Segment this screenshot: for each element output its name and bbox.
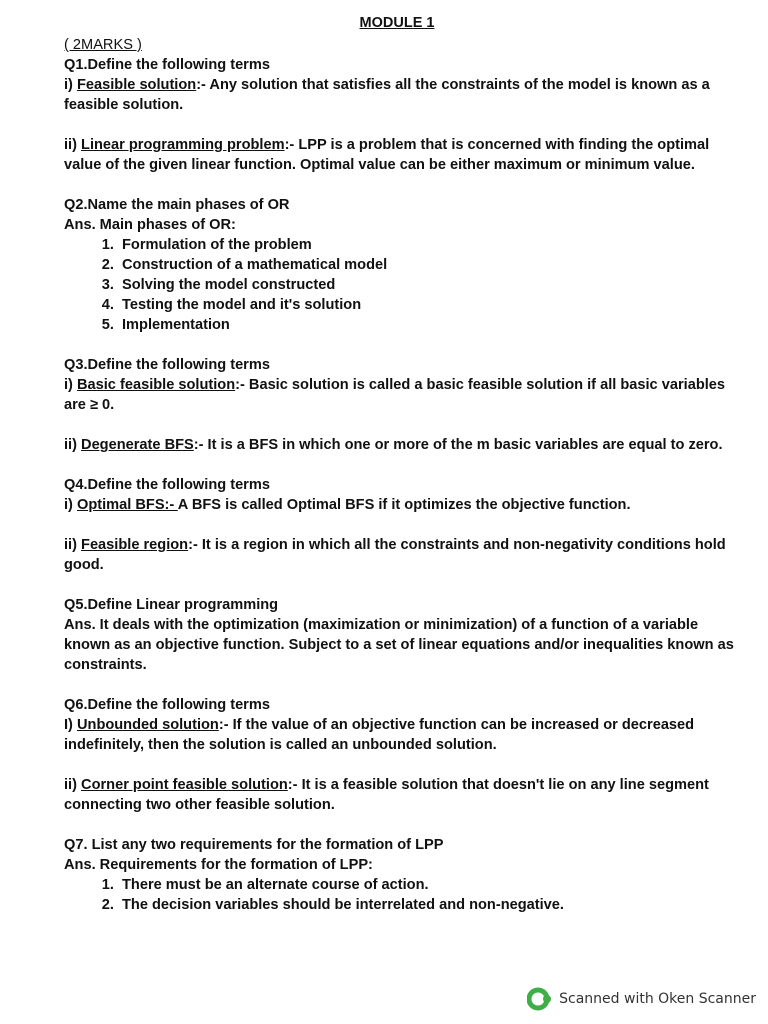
marks-text: ( 2MARKS ) bbox=[64, 37, 142, 53]
list-item: 5. Implementation bbox=[118, 315, 734, 335]
list-item: 3. Solving the model constructed bbox=[118, 275, 734, 295]
term-prefix: ii) bbox=[64, 437, 82, 453]
term-definition bbox=[64, 535, 734, 575]
term-name: Basic feasible solution bbox=[76, 377, 236, 393]
question-7 bbox=[64, 835, 734, 915]
question-heading: Q1.Define the following terms bbox=[64, 57, 270, 73]
term-name: Corner point feasible solution bbox=[81, 777, 288, 793]
question-6 bbox=[64, 695, 734, 815]
term-definition bbox=[64, 495, 734, 515]
term-prefix: i) bbox=[64, 497, 77, 513]
list-item: 4. Testing the model and it's solution bbox=[118, 295, 734, 315]
term-def: :- It is a BFS in which one or more of the m basic variables are equal to zero. bbox=[193, 437, 723, 453]
term-definition bbox=[64, 135, 734, 175]
term-name: Unbounded solution bbox=[76, 717, 219, 733]
list-item: 1. There must be an alternate course of action. bbox=[118, 875, 734, 895]
term-name: Feasible solution bbox=[76, 77, 197, 93]
answer-text: Ans. It deals with the optimization (maximization or minimization) of a function of a variable known as an objective function. Subject to a set of linear equations and/or inequalities known as constraints. bbox=[64, 617, 734, 673]
term-def: :- Basic solution is called a basic feasible solution if all basic variables are ≥ 0. bbox=[64, 377, 726, 413]
term-name: Feasible region bbox=[81, 537, 189, 553]
page-title: MODULE 1 bbox=[359, 15, 435, 31]
question-heading: Q7. List any two requirements for the formation of LPP bbox=[64, 837, 444, 853]
term-prefix: i) bbox=[64, 77, 77, 93]
term-prefix: i) bbox=[64, 377, 77, 393]
term-def: :- If the value of an objective function can be increased or decreased indefinitely, then the solution is called an unbounded solution. bbox=[64, 717, 695, 753]
document-body bbox=[64, 35, 734, 915]
scanner-watermark bbox=[527, 986, 756, 1012]
term-name: Degenerate BFS bbox=[81, 437, 194, 453]
term-def: :- LPP is a problem that is concerned with finding the optimal value of the given linear function. Optimal value can be either maximum or minimum value. bbox=[64, 137, 710, 173]
question-heading: Q2.Name the main phases of OR bbox=[64, 197, 290, 213]
term-prefix: ii) bbox=[64, 137, 82, 153]
question-1 bbox=[64, 55, 734, 175]
term-prefix: ii) bbox=[64, 537, 82, 553]
requirements-list bbox=[64, 875, 734, 915]
term-def: A BFS is called Optimal BFS if it optimizes the objective function. bbox=[177, 497, 631, 513]
phases-list bbox=[64, 235, 734, 335]
term-definition bbox=[64, 435, 734, 455]
question-4 bbox=[64, 475, 734, 575]
term-definition bbox=[64, 715, 734, 755]
term-definition bbox=[64, 375, 734, 415]
list-item: 2. The decision variables should be interrelated and non-negative. bbox=[118, 895, 734, 915]
question-heading: Q6.Define the following terms bbox=[64, 697, 270, 713]
oken-scanner-logo-icon bbox=[527, 986, 553, 1012]
answer-intro: Ans. Main phases of OR: bbox=[64, 217, 236, 233]
question-heading: Q3.Define the following terms bbox=[64, 357, 270, 373]
term-name: Optimal BFS:- bbox=[76, 497, 178, 513]
term-definition bbox=[64, 75, 734, 115]
answer-intro: Ans. Requirements for the formation of LPP: bbox=[64, 857, 373, 873]
scanner-text: Scanned with Oken Scanner bbox=[559, 991, 756, 1007]
term-prefix: I) bbox=[64, 717, 77, 733]
term-definition bbox=[64, 775, 734, 815]
term-def: :- It is a region in which all the constraints and non-negativity conditions hold good. bbox=[64, 537, 726, 573]
question-heading: Q5.Define Linear programming bbox=[64, 597, 279, 613]
term-name: Linear programming problem bbox=[81, 137, 285, 153]
term-def: :- Any solution that satisfies all the constraints of the model is known as a feasible solution. bbox=[64, 77, 710, 113]
marks-label bbox=[64, 35, 734, 55]
term-prefix: ii) bbox=[64, 777, 82, 793]
question-5 bbox=[64, 595, 734, 675]
list-item: 2. Construction of a mathematical model bbox=[118, 255, 734, 275]
list-item: 1. Formulation of the problem bbox=[118, 235, 734, 255]
question-2 bbox=[64, 195, 734, 335]
question-3 bbox=[64, 355, 734, 455]
question-heading: Q4.Define the following terms bbox=[64, 477, 270, 493]
term-def: :- It is a feasible solution that doesn't lie on any line segment connecting two other feasible solution. bbox=[64, 777, 709, 813]
